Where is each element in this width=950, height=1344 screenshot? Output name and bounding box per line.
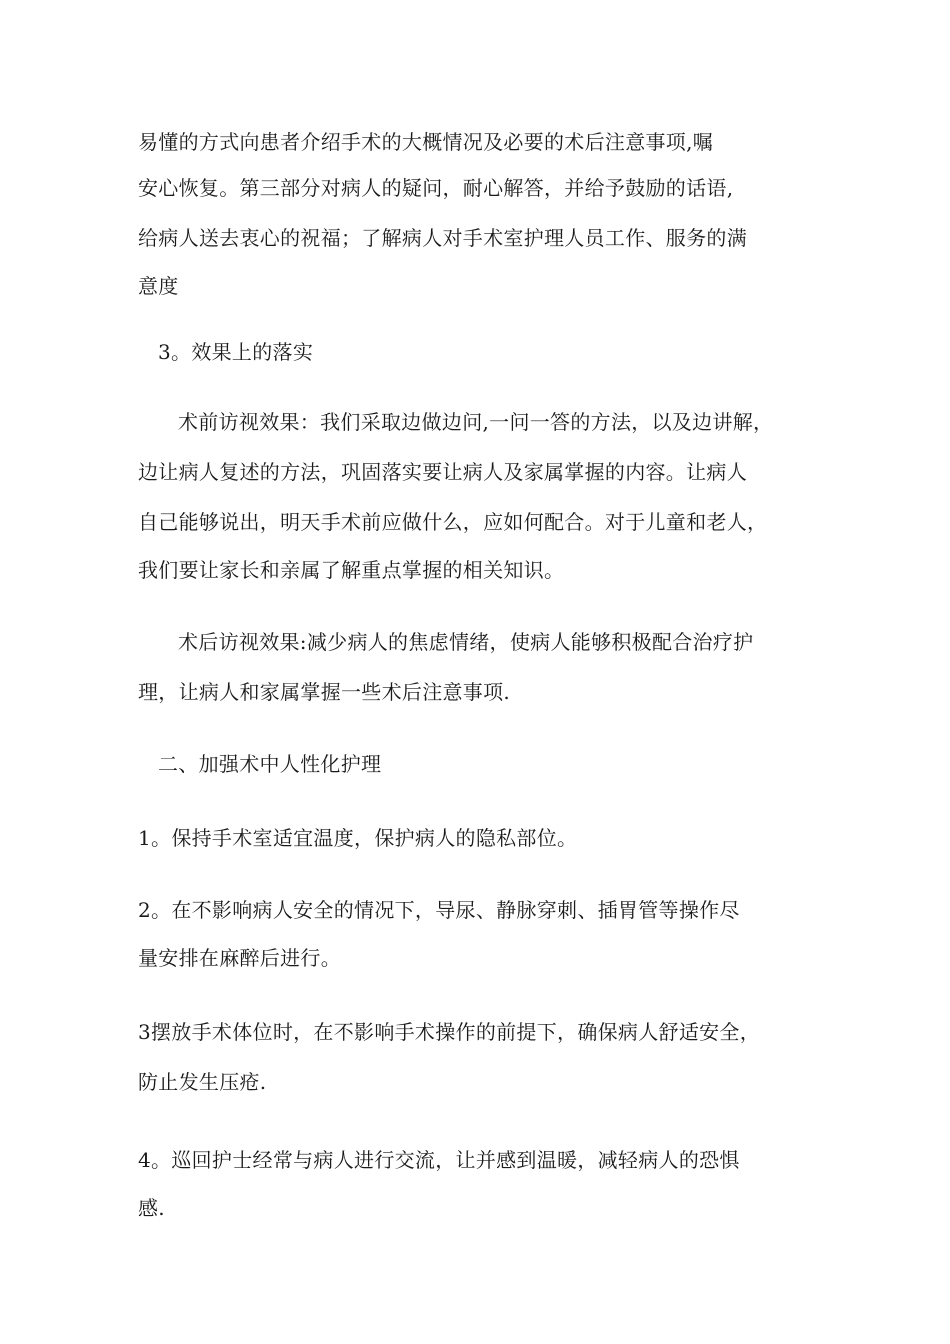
list-item-continuation: 量安排在麻醉后进行。	[138, 946, 341, 970]
section-heading: 3。效果上的落实	[158, 340, 314, 364]
paragraph-line: 安心恢复。第三部分对病人的疑问，耐心解答，并给予鼓励的话语,	[138, 176, 734, 200]
paragraph-line: 边让病人复述的方法，巩固落实要让病人及家属掌握的内容。让病人	[138, 460, 747, 484]
paragraph-line: 自己能够说出，明天手术前应做什么，应如何配合。对于儿童和老人，	[138, 510, 768, 534]
list-item: 2。在不影响病人安全的情况下，导尿、静脉穿刺、插胃管等操作尽	[138, 898, 740, 922]
list-item-continuation: 防止发生压疮.	[138, 1070, 267, 1094]
list-item-continuation: 感.	[138, 1196, 165, 1220]
paragraph-line: 意度	[138, 274, 179, 298]
list-item: 1。保持手术室适宜温度，保护病人的隐私部位。	[138, 826, 578, 850]
paragraph-line: 术后访视效果:减少病人的焦虑情绪，使病人能够积极配合治疗护	[178, 630, 754, 654]
list-item: 4。巡回护士经常与病人进行交流，让并感到温暖，减轻病人的恐惧	[138, 1148, 740, 1172]
paragraph-line: 我们要让家长和亲属了解重点掌握的相关知识。	[138, 558, 565, 582]
list-item: 3摆放手术体位时，在不影响手术操作的前提下，确保病人舒适安全，	[138, 1020, 761, 1044]
section-heading: 二、加强术中人性化护理	[158, 752, 382, 776]
paragraph-line: 术前访视效果：我们采取边做边问,一问一答的方法，以及边讲解，	[178, 410, 774, 434]
paragraph-line: 理，让病人和家属掌握一些术后注意事项.	[138, 680, 511, 704]
paragraph-line: 给病人送去衷心的祝福；了解病人对手术室护理人员工作、服务的满	[138, 226, 747, 250]
paragraph-line: 易懂的方式向患者介绍手术的大概情况及必要的术后注意事项,嘱	[138, 130, 714, 154]
